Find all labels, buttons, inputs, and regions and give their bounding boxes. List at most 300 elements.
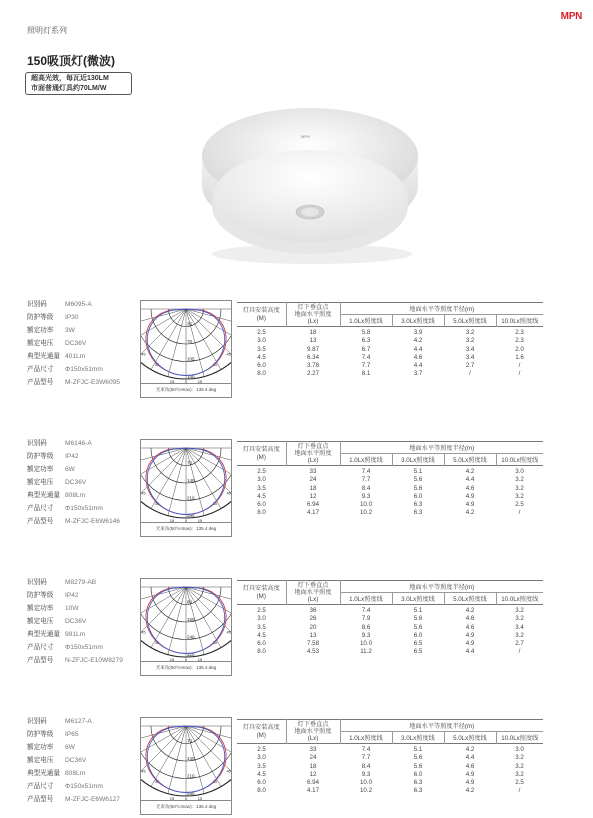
spec-label: 识别码	[27, 440, 47, 447]
table-value: 6.0	[257, 362, 266, 370]
table-value: /	[518, 787, 521, 795]
spec-label: 额定电压	[27, 757, 54, 764]
col-header-radius: 地面水平等照度半径(m)	[340, 303, 543, 315]
table-value: 36	[309, 607, 317, 614]
table-value: 12	[309, 492, 317, 500]
spec-row-ip	[27, 311, 120, 324]
col-header-band: 10.0Lx照度线	[501, 596, 539, 603]
col-header-band: 1.0Lx照度线	[340, 593, 392, 605]
beam-angle-caption: 光束角(50％Imax)：135.4 deg	[141, 522, 231, 536]
polar-ring-label: 105	[187, 356, 195, 362]
table-value: 2.5	[257, 607, 266, 614]
polar-radial	[141, 587, 186, 605]
table-cell-l3	[392, 327, 444, 379]
table-value: 3.2	[465, 337, 475, 345]
polar-diagram	[140, 300, 232, 398]
table-value: 6.3	[413, 779, 423, 787]
polar-ring-label: 240	[187, 634, 195, 640]
col-header-band: 5.0Lx照度线	[444, 732, 496, 744]
table-cell-l5	[444, 744, 496, 796]
spec-label: 识别码	[27, 579, 47, 586]
spec-row-model	[27, 376, 120, 389]
table-cell-center	[286, 605, 340, 657]
table-value: 8.0	[257, 370, 266, 378]
table-cell-heights	[237, 744, 286, 796]
table-value: 5.1	[413, 468, 423, 475]
table-value: 8.4	[361, 762, 371, 770]
polar-angle-label: 15	[197, 657, 203, 662]
table-value: 6.94	[306, 779, 320, 787]
polar-ring-label: 140	[187, 756, 195, 761]
table-value: 4.17	[306, 509, 320, 517]
spec-value: N-ZFJC-E10W8279	[65, 657, 123, 664]
spec-label: 防护等级	[27, 314, 54, 321]
table-value: 10.0	[359, 501, 373, 509]
spec-label: 额定电压	[27, 479, 54, 486]
spec-row-ip	[27, 728, 120, 741]
col-header-band: 10.0Lx照度线	[501, 735, 539, 742]
table-value: 10.2	[359, 509, 373, 517]
spec-value: IP42	[65, 453, 79, 460]
spec-row-code	[27, 715, 120, 728]
table-value: 10.0	[359, 779, 373, 787]
table-value: 3.0	[257, 476, 266, 484]
table-value: 4.6	[465, 615, 475, 623]
polar-ring-label: 280	[187, 513, 195, 518]
table-value: /	[518, 509, 521, 517]
spec-value: IP65	[65, 731, 79, 738]
table-value: 4.6	[465, 484, 475, 492]
polar-ring-label: 210	[187, 495, 195, 501]
spec-value: Φ150x51mm	[65, 783, 103, 790]
table-value: 3.7	[413, 370, 423, 378]
table-value: 3.2	[515, 476, 524, 484]
table-value: 3.0	[257, 337, 266, 345]
table-value: 4.4	[465, 648, 475, 656]
col-header-center: 灯下垂直点 地面水平照度 (Lx)	[286, 303, 340, 327]
table-row	[237, 327, 543, 379]
polar-radial	[186, 448, 231, 466]
table-value: 7.58	[306, 640, 320, 648]
col-header-height: 灯具安装高度 (M)	[237, 303, 286, 327]
table-value: 5.1	[413, 746, 423, 753]
spec-value: Φ150x51mm	[65, 366, 103, 373]
table-value: 2.5	[257, 329, 266, 336]
spec-row-power	[27, 463, 120, 476]
table-value: 8.4	[361, 484, 371, 492]
table-value: 4.17	[306, 787, 320, 795]
table-value: 2.5	[257, 468, 266, 475]
spec-value: IP42	[65, 592, 79, 599]
product-title: 150吸顶灯(微波)	[27, 54, 116, 68]
table-value: 4.9	[465, 640, 475, 648]
spec-list	[27, 298, 120, 389]
polar-ring-label: 70	[187, 339, 193, 344]
col-header-radius: 地面水平等照度半径(m)	[340, 581, 543, 593]
polar-angle-label: 30	[154, 362, 160, 368]
spec-value: DC36V	[65, 618, 87, 625]
table-cell-l5	[444, 605, 496, 657]
table-value: 4.6	[413, 353, 423, 361]
beam-angle-caption: 光束角(50％Imax)：135.4 deg	[141, 661, 231, 675]
polar-radial	[186, 587, 231, 605]
table-value: 5.6	[413, 484, 423, 492]
highlight-box	[25, 72, 132, 95]
table-cell-center	[286, 327, 340, 379]
col-header-band: 3.0Lx照度线	[392, 732, 444, 744]
table-cell-l10	[496, 327, 543, 379]
spec-label: 额定功率	[27, 327, 54, 334]
spec-label: 典型光通量	[27, 492, 60, 499]
table-cell-l1	[340, 605, 392, 657]
table-value: 4.4	[413, 362, 423, 370]
polar-radial	[141, 448, 186, 466]
table-value: 6.7	[361, 345, 371, 353]
table-value: 5.6	[413, 762, 423, 770]
spec-value: M6146-A	[65, 440, 92, 447]
polar-radial	[168, 587, 186, 655]
table-value: 6.0	[257, 640, 266, 648]
table-value: 6.94	[306, 501, 320, 509]
polar-angle-label: 45	[141, 490, 146, 496]
table-cell-l3	[392, 744, 444, 796]
table-value: /	[518, 648, 521, 656]
polar-diagram	[140, 717, 232, 815]
col-header-radius: 地面水平等照度半径(m)	[340, 442, 543, 454]
table-value: 12	[309, 770, 317, 778]
polar-ring-label: 140	[187, 374, 195, 379]
polar-ring-label: 140	[187, 478, 195, 483]
table-value: 3.2	[515, 484, 524, 492]
spec-label: 产品型号	[27, 379, 54, 386]
table-value: 2.5	[515, 501, 524, 509]
table-value: 8.0	[257, 509, 266, 517]
table-value: 5.6	[413, 615, 423, 623]
table-value: 18	[309, 484, 317, 492]
table-value: 3.0	[257, 615, 266, 623]
table-cell-center	[286, 466, 340, 518]
table-value: 6.0	[413, 770, 423, 778]
col-header-radius: 地面水平等照度半径(m)	[340, 720, 543, 732]
table-value: 4.4	[465, 476, 475, 484]
table-value: 6.0	[413, 492, 423, 500]
col-header-height: 灯具安装高度 (M)	[237, 720, 286, 744]
table-value: 4.9	[465, 501, 475, 509]
col-header-band: 5.0Lx照度线	[444, 315, 496, 327]
table-value: 5.8	[361, 329, 371, 336]
spec-label: 典型光通量	[27, 770, 60, 777]
spec-row-flux	[27, 350, 120, 363]
polar-radial	[168, 726, 186, 794]
spec-value: M-ZFJC-E3W6095	[65, 379, 120, 386]
highlight-line-2: 市面普通灯具约70LM/W	[31, 85, 107, 92]
illuminance-table	[237, 441, 543, 518]
col-header-center: 灯下垂直点 地面水平照度 (Lx)	[286, 720, 340, 744]
table-value: 10.0	[359, 640, 373, 648]
spec-label: 产品型号	[27, 796, 54, 803]
col-header-band: 10.0Lx照度线	[501, 457, 539, 464]
table-value: 3.2	[515, 631, 524, 639]
spec-value: 10W	[65, 605, 79, 612]
col-header-band: 5.0Lx照度线	[444, 593, 496, 605]
spec-value: 3W	[65, 327, 75, 334]
col-header-center: 灯下垂直点 地面水平照度 (Lx)	[286, 581, 340, 605]
table-value: 7.4	[361, 353, 371, 361]
polar-angle-label: 30	[154, 501, 160, 507]
table-value: 1.6	[515, 353, 524, 361]
table-value: 4.9	[465, 492, 475, 500]
spec-row-model	[27, 515, 120, 528]
table-value: 3.0	[515, 468, 524, 475]
spec-row-code	[27, 437, 120, 450]
polar-angle-label: 15	[169, 657, 175, 662]
polar-radial	[168, 309, 186, 377]
table-value: 3.5	[257, 623, 266, 631]
col-header-center: 灯下垂直点 地面水平照度 (Lx)	[286, 442, 340, 466]
spec-label: 识别码	[27, 301, 47, 308]
polar-angle-label: 15	[169, 518, 175, 523]
table-value: 3.2	[515, 607, 524, 614]
polar-angle-label: 45	[141, 351, 146, 357]
table-value: 3.4	[465, 353, 475, 361]
spec-value: IP30	[65, 314, 79, 321]
table-value: 4.9	[465, 770, 475, 778]
spec-value: M-ZFJC-E6W6127	[65, 796, 120, 803]
table-value: 4.6	[465, 623, 475, 631]
spec-label: 产品尺寸	[27, 505, 54, 512]
spec-label: 产品尺寸	[27, 366, 54, 373]
polar-angle-label: 15	[197, 379, 203, 384]
spec-value: DC36V	[65, 757, 87, 764]
table-value: 4.4	[413, 345, 423, 353]
table-value: 4.5	[257, 353, 266, 361]
table-value: 4.6	[465, 762, 475, 770]
table-value: 18	[309, 762, 317, 770]
table-cell-l3	[392, 605, 444, 657]
table-cell-l10	[496, 466, 543, 518]
table-value: 24	[309, 476, 317, 484]
spec-value: M6095-A	[65, 301, 92, 308]
spec-label: 额定功率	[27, 744, 54, 751]
table-value: 4.5	[257, 492, 266, 500]
table-value: 3.4	[465, 345, 475, 353]
table-value: 6.3	[361, 337, 371, 345]
table-value: 24	[309, 754, 317, 762]
polar-radial	[186, 309, 231, 327]
polar-angle-label: 30	[212, 640, 218, 646]
polar-angle-label: 45	[226, 629, 231, 635]
table-value: 11.2	[360, 648, 372, 656]
spec-row-flux	[27, 628, 123, 641]
spec-row-size	[27, 641, 123, 654]
table-value: 20	[309, 623, 317, 631]
table-value: 8.0	[257, 648, 266, 656]
table-value: 3.2	[515, 762, 524, 770]
polar-angle-label: 15	[169, 796, 175, 801]
table-value: 3.4	[515, 623, 524, 631]
table-value: 2.5	[515, 779, 524, 787]
table-value: 4.2	[465, 746, 475, 753]
table-value: 2.3	[515, 329, 524, 336]
spec-label: 产品尺寸	[27, 783, 54, 790]
table-cell-l1	[340, 327, 392, 379]
spec-value: DC36V	[65, 340, 87, 347]
col-header-band: 1.0Lx照度线	[340, 315, 392, 327]
spec-list	[27, 715, 120, 806]
spec-value: 981Lm	[65, 631, 86, 638]
table-value: 3.2	[515, 770, 524, 778]
table-value: 33	[309, 746, 317, 753]
table-value: 3.2	[515, 615, 524, 623]
spec-label: 防护等级	[27, 731, 54, 738]
polar-ring-label: 280	[187, 791, 195, 796]
table-value: 4.9	[465, 779, 475, 787]
spec-value: Φ150x51mm	[65, 644, 103, 651]
table-value: 2.3	[515, 337, 524, 345]
polar-angle-label: 15	[197, 518, 203, 523]
table-value: 4.53	[306, 648, 320, 656]
spec-value: 6W	[65, 744, 75, 751]
spec-label: 典型光通量	[27, 631, 60, 638]
polar-angle-label: 15	[169, 379, 175, 384]
spec-label: 额定电压	[27, 618, 54, 625]
table-value: 6.34	[306, 353, 320, 361]
spec-row-size	[27, 502, 120, 515]
polar-angle-label: 0	[184, 657, 188, 662]
polar-ring-label: 160	[187, 617, 195, 622]
table-value: 4.2	[413, 337, 423, 345]
col-header-band: 1.0Lx照度线	[340, 732, 392, 744]
table-cell-heights	[237, 605, 286, 657]
table-value: 18	[309, 329, 317, 336]
spec-row-power	[27, 741, 120, 754]
table-value: 6.5	[413, 648, 423, 656]
polar-ring-label: 320	[187, 652, 195, 657]
polar-angle-label: 45	[226, 351, 231, 357]
spec-row-ip	[27, 589, 123, 602]
lamp-logo: MPN	[301, 134, 310, 139]
table-value: 3.5	[257, 762, 266, 770]
spec-value: 6W	[65, 466, 75, 473]
spec-value: 401Lm	[65, 353, 86, 360]
spec-label: 典型光通量	[27, 353, 60, 360]
table-cell-l1	[340, 466, 392, 518]
table-value: 9.3	[361, 492, 371, 500]
table-value: 2.27	[306, 370, 320, 378]
spec-label: 防护等级	[27, 592, 54, 599]
spec-row-power	[27, 602, 123, 615]
polar-diagram	[140, 578, 232, 676]
table-value: 13	[309, 631, 317, 639]
table-value: 6.3	[413, 509, 423, 517]
spec-row-voltage	[27, 337, 120, 350]
polar-ring-label: 80	[187, 599, 193, 605]
polar-angle-label: 30	[212, 779, 218, 785]
spec-label: 产品型号	[27, 518, 54, 525]
table-value: 8.0	[257, 787, 266, 795]
table-value: 8.1	[361, 370, 371, 378]
table-value: 9.3	[361, 631, 371, 639]
polar-angle-label: 30	[212, 362, 218, 368]
table-cell-center	[286, 744, 340, 796]
ceiling-lamp-image	[190, 86, 430, 276]
spec-row-size	[27, 363, 120, 376]
polar-angle-label: 45	[226, 490, 231, 496]
table-value: 6.3	[413, 787, 423, 795]
table-value: 7.4	[361, 746, 371, 753]
table-value: 4.4	[465, 754, 475, 762]
table-cell-l10	[496, 744, 543, 796]
spec-value: Φ150x51mm	[65, 505, 103, 512]
spec-value: 808Lm	[65, 492, 86, 499]
table-value: 33	[309, 468, 317, 475]
polar-radial	[141, 726, 186, 744]
col-header-band: 5.0Lx照度线	[444, 454, 496, 466]
table-value: 4.5	[257, 631, 266, 639]
spec-value: 808Lm	[65, 770, 86, 777]
col-header-band: 10.0Lx照度线	[501, 318, 539, 325]
illuminance-table	[237, 719, 543, 796]
spec-list	[27, 437, 120, 528]
spec-row-model	[27, 793, 120, 806]
table-value: 6.0	[413, 631, 423, 639]
table-value: 5.1	[413, 607, 423, 614]
table-cell-l10	[496, 605, 543, 657]
polar-angle-label: 30	[154, 640, 160, 646]
table-cell-heights	[237, 466, 286, 518]
table-value: 3.5	[257, 484, 266, 492]
table-row	[237, 466, 543, 518]
table-row	[237, 605, 543, 657]
table-value: 3.0	[257, 754, 266, 762]
spec-row-code	[27, 298, 120, 311]
spec-row-ip	[27, 450, 120, 463]
table-value: 6.0	[257, 779, 266, 787]
polar-angle-label: 15	[197, 796, 203, 801]
table-value: 5.6	[413, 754, 423, 762]
polar-ring-label: 210	[187, 773, 195, 779]
polar-angle-label: 45	[141, 629, 146, 635]
polar-radial	[168, 448, 186, 516]
polar-angle-label: 0	[184, 379, 188, 384]
spec-row-model	[27, 654, 123, 667]
table-value: 4.9	[465, 631, 475, 639]
table-value: 6.0	[257, 501, 266, 509]
polar-diagram	[140, 439, 232, 537]
table-value: 2.0	[515, 345, 524, 353]
table-value: /	[518, 362, 521, 370]
table-value: 7.7	[361, 476, 371, 484]
table-value: 7.4	[361, 607, 371, 614]
table-value: 13	[309, 337, 317, 345]
spec-value: DC36V	[65, 479, 87, 486]
table-value: 26	[309, 615, 317, 623]
table-value: 7.9	[361, 615, 371, 623]
table-value: 3.2	[465, 329, 475, 336]
table-cell-l5	[444, 327, 496, 379]
polar-angle-label: 0	[184, 518, 188, 523]
table-value: 9.3	[361, 770, 371, 778]
table-value: 10.2	[359, 787, 373, 795]
table-cell-l1	[340, 744, 392, 796]
table-value: /	[469, 370, 471, 378]
table-value: 2.7	[515, 640, 524, 648]
table-value: 6.5	[413, 640, 423, 648]
polar-angle-label: 45	[141, 768, 146, 774]
beam-angle-caption: 光束角(50％Imax)：135.4 deg	[141, 800, 231, 814]
spec-label: 额定功率	[27, 466, 54, 473]
table-value: 7.7	[361, 362, 371, 370]
